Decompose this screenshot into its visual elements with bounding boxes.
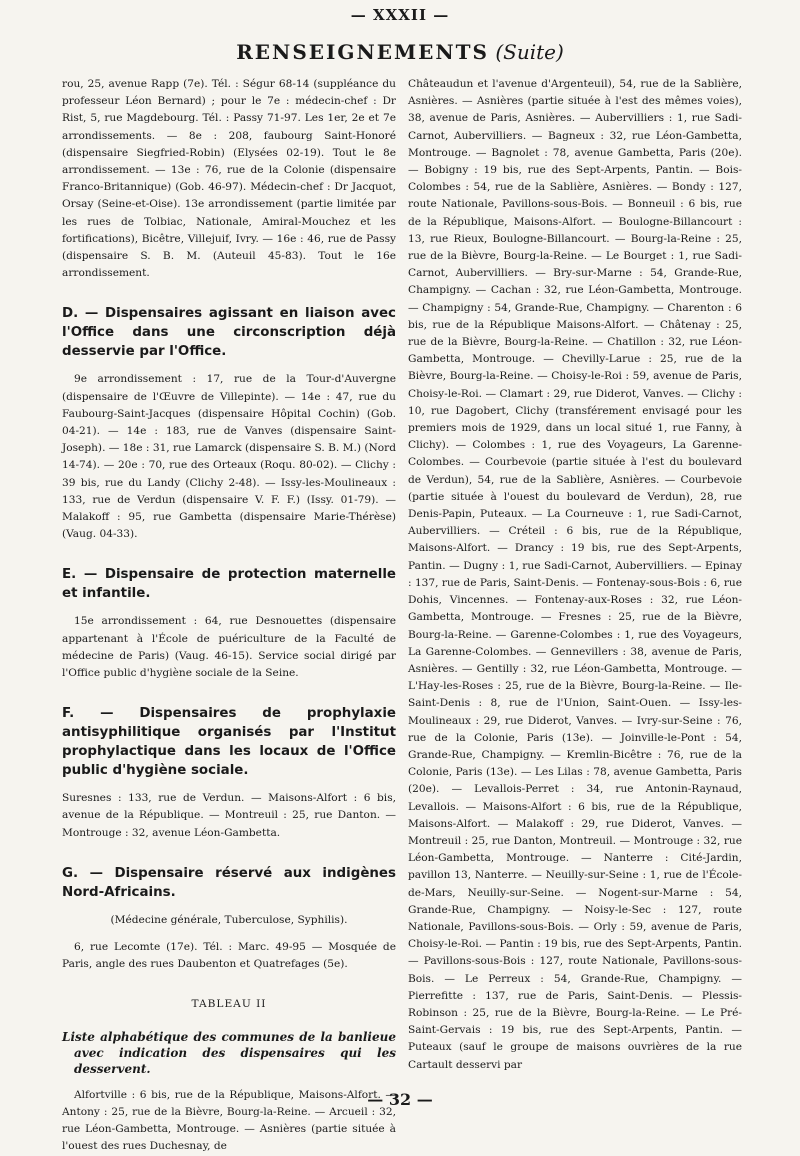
section-f-heading: F. — Dispensaires de prophylaxie antisyphilitique organisés par l'Institut prophylactique dans les locaux de l'Office public d'hygiène sociale.: [62, 706, 396, 779]
intro-paragraph: rou, 25, avenue Rapp (7e). Tél. : Ségur 68-14 (suppléance du professeur Léon Bernard) ; pour le 7e : médecin-chef : Dr Rist, 5, rue Magdebourg. Tél. : Passy 71-97. Les 1er, 2e et 7e arrondissements. — 8e : 208, faubourg Saint-Honoré (dispensaire Siegfried-Robin) (Elysées 02-19). Tout le 8e arrondissement. — 13e : 76, rue de la Colonie (dispensaire Franco-Britannique) (Gob. 46-97). Médecin-chef : Dr Jacquot, Orsay (Seine-et-Oise). 13e arrondissement (partie limitée par les rues de Tolbiac, Nationale, Amiral-Mouchez et les fortifications), Bicêtre, Villejuif, Ivry. — 16e : 46, rue de Passy (dispensaire S. B. M. (Auteuil 45-83). Tout le 16e arrondissement.: [62, 78, 396, 280]
section-g-heading: G. — Dispensaire réservé aux indigènes Nord-Africains.: [62, 865, 396, 900]
section-g-subtitle: (Médecine générale, Tuberculose, Syphilis).: [110, 913, 348, 926]
section-e-heading: E. — Dispensaire de protection maternelle et infantile.: [62, 567, 396, 602]
section-g-text: 6, rue Lecomte (17e). Tél. : Marc. 49-95 — Mosquée de Paris, angle des rues Daubenton et Quatrefages (5e).: [62, 941, 396, 971]
right-column: [408, 76, 742, 1074]
tableau-text: Alfortville : 6 bis, rue de la République, Maisons-Alfort. — Antony : 25, rue de la Bièvre, Bourg-la-Reine. — Arcueil : 32, rue Léon-Gambetta, Montrouge. — Asnières (partie située à l'ouest des rues Duchesnay, de: [62, 1088, 396, 1153]
section-f-text: Suresnes : 133, rue de Verdun. — Maisons-Alfort : 6 bis, avenue de la République. — Montreuil : 25, rue Danton. — Montrouge : 32, avenue Léon-Gambetta.: [62, 792, 396, 839]
section-d-heading: D. — Dispensaires agissant en liaison avec l'Office dans une circonscription déjà desservie par l'Office.: [62, 306, 396, 360]
left-column: [62, 76, 396, 1156]
roman-page-number: — XXXII —: [350, 6, 450, 24]
page-number: — 32 —: [367, 1090, 433, 1109]
section-d-text: 9e arrondissement : 17, rue de la Tour-d'Auvergne (dispensaire de l'Œuvre de Villepinte). — 14e : 47, rue du Faubourg-Saint-Jacques (dispensaire Hôpital Cochin) (Gob. 04-21). — 14e : 183, rue de Vanves (dispensaire Saint-Joseph). — 18e : 31, rue Lamarck (dispensaire S. B. M.) (Nord 14-74). — 20e : 70, rue des Orteaux (Roqu. 80-02). — Clichy : 39 bis, rue du Landy (Clichy 2-48). — Issy-les-Moulineaux : 133, rue de Verdun (dispensaire V. F. F.) (Issy. 01-79). — Malakoff : 95, rue Gambetta (dispensaire Marie-Thérèse) (Vaug. 04-33).: [62, 373, 396, 541]
communes-list-text: Châteaudun et l'avenue d'Argenteuil), 54, rue de la Sablière, Asnières. — Asnières (partie située à l'est des mêmes voies), 38, avenue de Paris, Asnières. — Aubervilliers : 1, rue Sadi-Carnot, Aubervilliers. — Bagneux : 32, rue Léon-Gambetta, Montrouge. — Bagnolet : 78, avenue Gambetta, Paris (20e). — Bobigny : 19 bis, rue des Sept-Arpents, Pantin. — Bois-Colombes : 54, rue de la Sablière, Asnières. — Bondy : 127, route Nationale, Pavillons-sous-Bois. — Bonneuil : 6 bis, rue de la République, Maisons-Alfort. — Boulogne-Billancourt : 13, rue Rieux, Boulogne-Billancourt. — Bourg-la-Reine : 25, rue de la Bièvre, Bourg-la-Reine. — Le Bourget : 1, rue Sadi-Carnot, Aubervilliers. — Bry-sur-Marne : 54, Grande-Rue, Champigny. — Cachan : 32, rue Léon-Gambetta, Montrouge. — Champigny : 54, Grande-Rue, Champigny. — Charenton : 6 bis, rue de la République Maisons-Alfort. — Châtenay : 25, rue de la Bièvre, Bourg-la-Reine. — Chatillon : 32, rue Léon-Gambetta, Montrouge. — Chevilly-Larue : 25, rue de la Bièvre, Bourg-la-Reine. — Choisy-le-Roi : 59, avenue de Paris, Choisy-le-Roi. — Clamart : 29, rue Diderot, Vanves. — Clichy : 10, rue Dagobert, Clichy (transférement envisagé pour les premiers mois de 1929, dans un local situé 1, rue Fanny, à Clichy). — Colombes : 1, rue des Voyageurs, La Garenne-Colombes. — Courbevoie (partie située à l'est du boulevard de Verdun), 54, rue de la Sablière, Asnières. — Courbevoie (partie située à l'ouest du boulevard de Verdun), 28, rue Denis-Papin, Puteaux. — La Courneuve : 1, rue Sadi-Carnot, Aubervilliers. — Créteil : 6 bis, rue de la République, Maisons-Alfort. — Drancy : 19 bis, rue des Sept-Arpents, Pantin. — Dugny : 1, rue Sadi-Carnot, Aubervilliers. — Epinay : 137, rue de Paris, Saint-Denis. — Fontenay-sous-Bois : 6, rue Dohis, Vincennes. — Fontenay-aux-Roses : 32, rue Léon-Gambetta, Montrouge. — Fresnes : 25, rue de la Bièvre, Bourg-la-Reine. — Garenne-Colombes : 1, rue des Voyageurs, La Garenne-Colombes. — Gennevillers : 38, avenue de Paris, Asnières. — Gentilly : 32, rue Léon-Gambetta, Montrouge. — L'Hay-les-Roses : 25, rue de la Bièvre, Bourg-la-Reine. — Ile-Saint-Denis : 8, rue de l'Union, Saint-Ouen. — Issy-les-Moulineaux : 29, rue Diderot, Vanves. — Ivry-sur-Seine : 76, rue de la Colonie, Paris (13e). — Joinville-le-Pont : 54, Grande-Rue, Champigny. — Kremlin-Bicêtre : 76, rue de la Colonie, Paris (13e). — Les Lilas : 78, avenue Gambetta, Paris (20e). — Levallois-Perret : 34, rue Antonin-Raynaud, Levallois. — Maisons-Alfort : 6 bis, rue de la République, Maisons-Alfort. — Malakoff : 29, rue Diderot, Vanves. — Montreuil : 25, rue Danton, Montreuil. — Montrouge : 32, rue Léon-Gambetta, Montrouge. — Nanterre : Cité-Jardin, pavillon 13, Nanterre. — Neuilly-sur-Seine : 1, rue de l'École-de-Mars, Neuilly-sur-Seine. — Nogent-sur-Marne : 54, Grande-Rue, Champigny. — Noisy-le-Sec : 127, route Nationale, Pavillons-sous-Bois. — Orly : 59, avenue de Paris, Choisy-le-Roi. — Pantin : 19 bis, rue des Sept-Arpents, Pantin. — Pavillons-sous-Bois : 127, route Nationale, Pavillons-sous-Bois. — Le Perreux : 54, Grande-Rue, Champigny. — Pierrefitte : 137, rue de Paris, Saint-Denis. — Plessis-Robinson : 25, rue de la Bièvre, Bourg-la-Reine. — Le Pré-Saint-Gervais : 19 bis, rue des Sept-Arpents, Pantin. — Puteaux (sauf le groupe de maisons ouvrières de la rue Cartault desservi par: [408, 78, 742, 1071]
tableau-title: Liste alphabétique des communes de la banlieue avec indication des dispensaires qui les desservent.: [62, 1029, 396, 1076]
page-title: [0, 40, 800, 64]
title-main: RENSEIGNEMENTS: [236, 40, 489, 64]
title-suite: (Suite): [495, 40, 564, 64]
section-e-text: 15e arrondissement : 64, rue Desnouettes (dispensaire appartenant à l'École de puériculture de la Faculté de médecine de Paris) (Vaug. 46-15). Service social dirigé par l'Office public d'hygiène sociale de la Seine.: [62, 615, 396, 680]
tableau-label: TABLEAU II: [191, 997, 267, 1010]
